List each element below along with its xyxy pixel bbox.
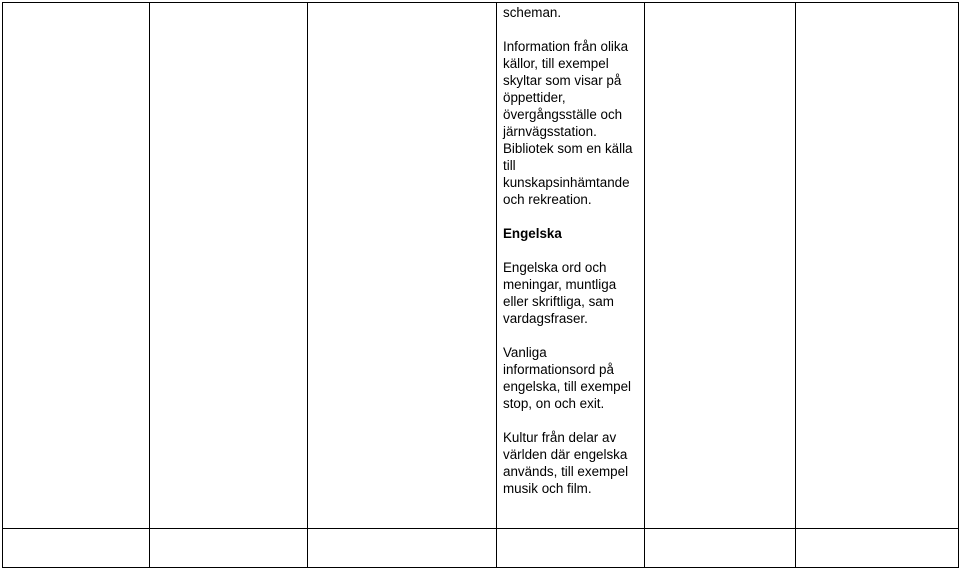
table-cell-empty xyxy=(3,529,150,568)
text-line: scheman. xyxy=(503,5,562,20)
cell-text-block xyxy=(497,3,644,497)
paragraph-info-words: Vanliga informationsord på engelska, till exempel stop, on och exit. xyxy=(503,345,632,411)
table-cell-empty xyxy=(308,3,497,529)
table-cell-empty xyxy=(796,3,959,529)
paragraph-info-sources: Information från olika källor, till exempel skyltar som visar på öppettider, övergångsställe och järnvägsstation. xyxy=(503,39,629,139)
table-cell-empty xyxy=(3,3,150,529)
heading-english: Engelska xyxy=(503,226,562,241)
table-cell-empty xyxy=(796,529,959,568)
paragraph-english-words: Engelska ord och meningar, muntliga eller skriftliga, sam vardagsfraser. xyxy=(503,260,617,326)
table-cell-empty xyxy=(150,3,308,529)
table-cell-empty xyxy=(150,529,308,568)
paragraph-library: Bibliotek som en källa till kunskapsinhämtande och rekreation. xyxy=(503,141,633,207)
table-row xyxy=(3,529,959,568)
table-cell-content xyxy=(497,3,645,529)
table-cell-empty xyxy=(497,529,645,568)
table-cell-empty xyxy=(645,3,796,529)
paragraph-culture: Kultur från delar av världen där engelska används, till exempel musik och film. xyxy=(503,430,629,496)
table-cell-empty xyxy=(645,529,796,568)
table-cell-empty xyxy=(308,529,497,568)
table-row xyxy=(3,3,959,529)
curriculum-table xyxy=(2,2,959,568)
